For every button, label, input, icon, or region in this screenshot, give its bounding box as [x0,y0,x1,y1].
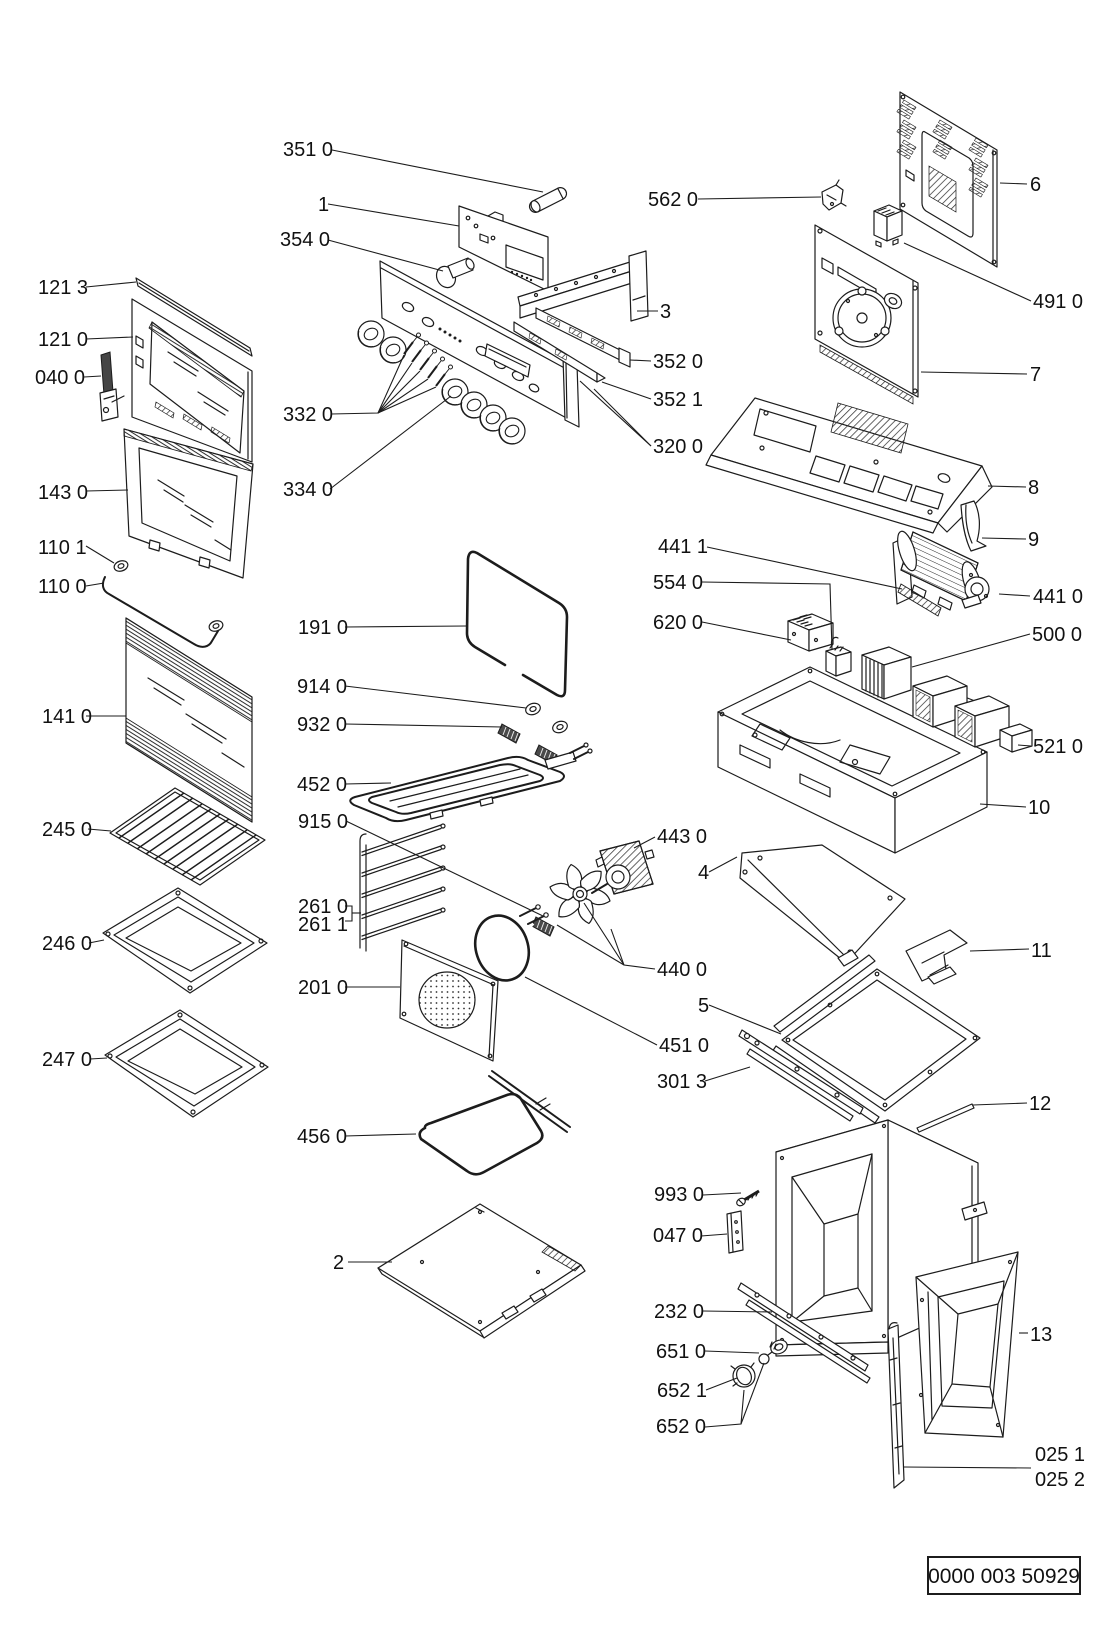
part-label-440-0: 440 0 [657,959,708,981]
leader-line-301-3 [705,1067,750,1081]
part-door-gasket-191-0 [467,552,567,696]
part-label-491-0: 491 0 [1033,291,1084,313]
leader-line-320-0-1 [594,389,651,446]
leader-line-9 [982,538,1026,539]
leader-line-500-0 [912,634,1030,667]
part-label-9: 9 [1028,529,1040,551]
part-top-cover-8 [706,398,992,533]
part-label-652-0: 652 0 [656,1416,707,1438]
part-label-651-0: 651 0 [656,1341,707,1363]
leader-line-993-0 [703,1193,741,1195]
part-knob-shaft-354-0 [433,258,476,291]
part-interlock-491-0 [874,205,902,247]
part-air-duct-9 [961,501,986,551]
leader-line-1 [328,204,459,226]
leader-line-620-0 [702,622,791,640]
diagram-code-text: 0000 003 50929 [928,1565,1080,1588]
part-label-3: 3 [660,301,672,323]
part-rear-outer-panel-6 [897,92,997,267]
part-label-456-0: 456 0 [297,1126,348,1148]
leader-line-11 [970,949,1029,951]
leader-line-110-0 [86,583,104,586]
part-front-door-13 [916,1252,1018,1437]
part-label-025-2: 025 2 [1035,1469,1086,1491]
part-label-452-0: 452 0 [297,774,348,796]
leader-line-040-0 [84,376,101,377]
leader-line-440-0-1 [557,925,624,965]
part-label-451-0: 451 0 [659,1035,710,1057]
leader-line-562-0 [698,197,821,199]
part-rear-inner-panel-7 [815,225,918,404]
leader-line-332-0-2 [378,371,420,413]
part-label-121-0: 121 0 [38,329,89,351]
leader-line-652-0 [705,1390,744,1427]
leader-line-047-0 [701,1234,727,1236]
part-label-562-0: 562 0 [648,189,699,211]
part-base-plate-2 [378,1204,585,1338]
part-label-232-0: 232 0 [654,1301,705,1323]
part-door-strips-025-1-025-2 [888,1323,904,1488]
part-lower-heater-456-0 [420,1071,570,1174]
part-label-261-1: 261 1 [298,914,349,936]
part-label-1: 1 [318,194,330,216]
part-shelf-assembly-5 [772,955,980,1123]
leader-line-914-0 [345,686,526,708]
part-label-6: 6 [1030,174,1042,196]
part-label-5: 5 [698,995,710,1017]
leader-line-5 [709,1005,781,1034]
part-bracket-11 [906,930,967,984]
part-label-334-0: 334 0 [283,479,334,501]
part-label-191-0: 191 0 [298,617,349,639]
leader-line-352-0 [630,360,651,361]
leader-line-121-3 [86,282,136,287]
leader-line-247-0 [90,1058,107,1059]
part-label-247-0: 247 0 [42,1049,93,1071]
leader-line-6 [1000,183,1027,184]
part-label-352-1: 352 1 [653,389,704,411]
part-number-box [928,1557,1080,1594]
part-label-441-1: 441 1 [658,536,709,558]
part-label-047-0: 047 0 [653,1225,704,1247]
part-fan-blade-440-0 [550,863,610,926]
leader-line-456-0 [345,1134,416,1136]
part-label-121-3: 121 3 [38,277,89,299]
leader-line-332-0 [331,355,404,414]
part-label-4: 4 [698,862,710,884]
leader-line-491-0 [904,243,1031,301]
part-label-914-0: 914 0 [297,676,348,698]
leader-line-110-1 [86,546,114,563]
leader-line-121-0 [86,337,133,339]
leader-line-652-1 [706,1378,737,1390]
leader-line-441-0 [999,594,1030,596]
leader-line-4 [709,857,737,872]
leader-line-352-1 [602,382,651,399]
part-label-2: 2 [333,1252,345,1274]
part-label-10: 10 [1028,797,1051,819]
part-terminal-block-620-0 [788,614,833,651]
part-label-652-1: 652 1 [657,1380,708,1402]
part-fan-motor-443-0 [592,841,654,894]
part-label-7: 7 [1030,364,1042,386]
leader-line-651-0 [705,1351,759,1353]
part-label-245-0: 245 0 [42,819,93,841]
leader-line-334-0 [330,396,451,489]
part-baking-tray-246-0 [103,888,267,993]
part-label-932-0: 932 0 [297,714,348,736]
part-label-040-0: 040 0 [35,367,86,389]
part-label-110-1: 110 1 [38,537,87,559]
part-nut-914-0 [524,701,569,734]
part-label-11: 11 [1031,940,1052,962]
part-shelf-rails-261-0-261-1 [360,824,445,951]
part-control-pcb-1 [459,206,548,291]
part-door-rod-110-0 [103,577,218,647]
part-lamp-cover-652-1 [731,1363,755,1387]
part-lamp-651-0 [759,1338,789,1364]
part-label-143-0: 143 0 [38,482,89,504]
part-door-hinge-040-0 [100,352,124,421]
part-deep-tray-247-0 [105,1010,268,1117]
part-bracket-562-0 [822,180,846,210]
part-label-554-0: 554 0 [653,572,704,594]
part-bracket-047-0 [727,1211,743,1253]
leader-line-12 [973,1103,1027,1105]
part-label-441-0: 441 0 [1033,586,1084,608]
part-label-8: 8 [1028,477,1040,499]
part-label-500-0: 500 0 [1032,624,1083,646]
leader-line-351-0 [332,150,543,192]
leader-line-440-0 [584,903,655,969]
part-label-351-0: 351 0 [283,139,334,161]
part-label-521-0: 521 0 [1033,736,1084,758]
part-label-443-0: 443 0 [657,826,708,848]
part-label-13: 13 [1030,1324,1053,1346]
leader-line-451-0 [525,977,657,1045]
part-label-620-0: 620 0 [653,612,704,634]
part-label-246-0: 246 0 [42,933,93,955]
leader-line-452-0 [345,783,391,784]
part-side-panel-4 [740,845,905,966]
part-label-332-0: 332 0 [283,404,334,426]
leader-line-7 [921,372,1027,374]
part-label-352-0: 352 0 [653,351,704,373]
part-back-panel-201-0 [400,940,498,1061]
part-label-110-0: 110 0 [38,576,87,598]
part-label-993-0: 993 0 [654,1184,705,1206]
part-label-261-0: 261 0 [298,896,349,918]
leader-line-320-0 [580,381,651,446]
leader-line-191-0 [345,626,466,627]
part-inner-glass-141-0 [126,618,252,822]
leader-line-025-1 [904,1467,1031,1468]
part-label-025-1: 025 1 [1035,1444,1086,1466]
part-rod-12 [917,1104,974,1132]
part-relay-module-500-0 [862,647,911,699]
part-label-201-0: 201 0 [298,977,349,999]
leader-line-143-0 [86,490,128,491]
part-label-320-0: 320 0 [653,436,704,458]
part-label-354-0: 354 0 [280,229,331,251]
part-label-301-3: 301 3 [657,1071,708,1093]
leader-line-932-0 [345,724,502,727]
part-label-141-0: 141 0 [42,706,93,728]
part-label-915-0: 915 0 [298,811,349,833]
leader-line-8 [988,486,1026,487]
part-label-12: 12 [1029,1093,1052,1115]
